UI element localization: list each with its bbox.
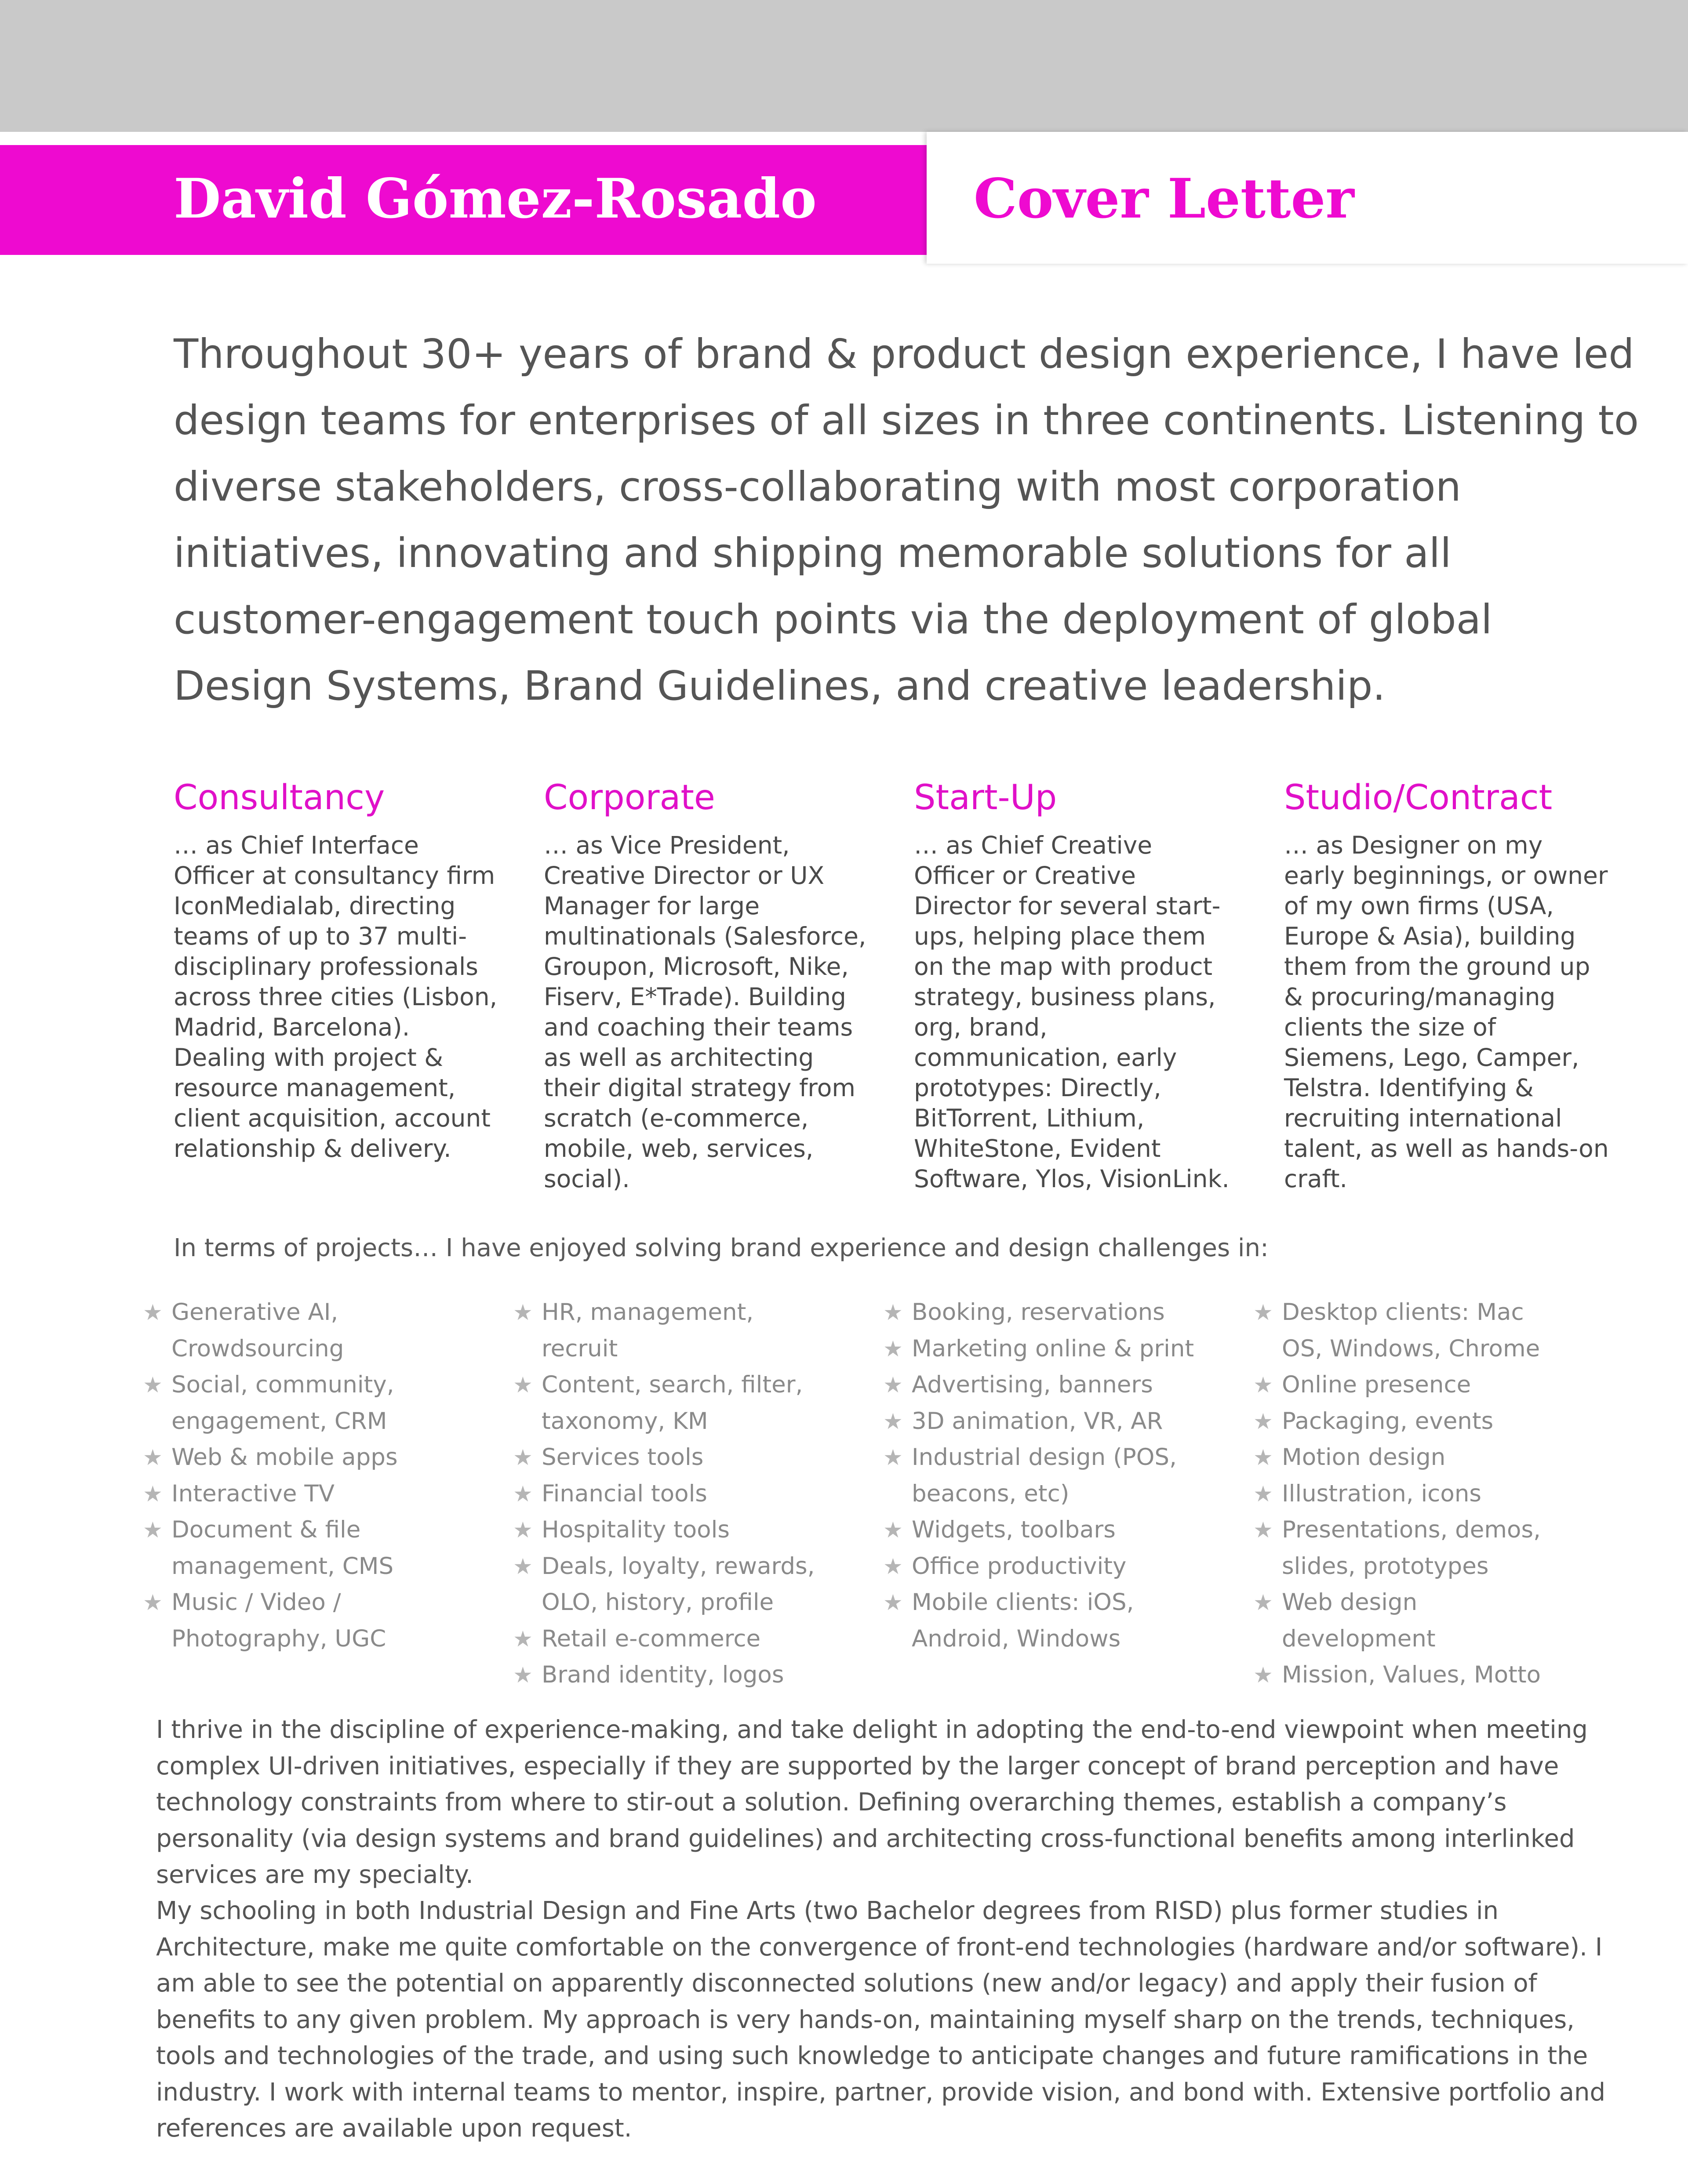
closing-paragraph-2: My schooling in both Industrial Design and Fine Arts (two Bachelor degrees from RISD) plus former studies in Architecture, make me quite comfortable on the convergence of front-end technologies (hardware and/or software). I am able to see the potential on apparently disconnected solutions (new and/or legacy) and apply their fusion of benefits to any given problem. My approach is very hands-on, maintaining myself sharp on the trends, techniques, tools and technologies of the trade, and using such knowledge to anticipate changes and future ramifications in the industry. I work with internal teams to mentor, inspire, partner, provide vision, and bond with. Extensive portfolio and references are available upon request.: [156, 1897, 1606, 2143]
star-icon: ★: [1253, 1372, 1273, 1398]
star-icon: ★: [883, 1445, 903, 1470]
star-icon: ★: [883, 1408, 903, 1434]
star-icon: ★: [1253, 1590, 1273, 1615]
list-item: ★ Deals, loyalty, rewards, OLO, history, profile: [513, 1548, 829, 1621]
star-icon: ★: [883, 1300, 903, 1325]
star-icon: ★: [883, 1372, 903, 1398]
top-gray-band: [0, 0, 1688, 132]
list-item: ★ Presentations, demos, slides, prototypes: [1253, 1512, 1570, 1584]
role-description: … as Chief Interface Officer at consultancy firm IconMedialab, directing teams of up to 37 multi-disciplinary professionals across three cities (Lisbon, Madrid, Barcelona). Dealing with project & resource management, client acquisition, account relationship & delivery.: [174, 831, 498, 1163]
list-item: ★ Mission, Values, Motto: [1253, 1657, 1570, 1693]
list-item: ★ Document & file management, CMS: [143, 1512, 459, 1584]
star-icon: ★: [143, 1590, 163, 1615]
star-icon: ★: [1253, 1662, 1273, 1688]
star-icon: ★: [513, 1372, 533, 1398]
role-column-consultancy: [174, 776, 499, 1164]
role-column-studio-contract: [1284, 776, 1609, 1194]
role-heading: Consultancy: [174, 778, 385, 818]
list-item: ★ Web & mobile apps: [143, 1439, 459, 1476]
list-item: ★ Music / Video / Photography, UGC: [143, 1584, 459, 1657]
list-item: ★ Interactive TV: [143, 1476, 459, 1512]
list-item: ★ Industrial design (POS, beacons, etc): [883, 1439, 1200, 1512]
star-icon: ★: [883, 1590, 903, 1615]
list-item: ★ Hospitality tools: [513, 1512, 829, 1548]
list-item: ★ Widgets, toolbars: [883, 1512, 1200, 1548]
list-item: ★ Illustration, icons: [1253, 1476, 1570, 1512]
project-list-1: [143, 1294, 459, 1657]
role-heading: Start-Up: [914, 778, 1057, 818]
star-icon: ★: [513, 1517, 533, 1543]
role-description: … as Designer on my early beginnings, or owner of my own firms (USA, Europe & Asia), building them from the ground up & procuring/managing clients the size of Siemens, Lego, Camper, Telstra. Identifying & recruiting international talent, as well as hands-on craft.: [1284, 831, 1609, 1193]
list-item: ★ Office productivity: [883, 1548, 1200, 1585]
role-column-startup: [914, 776, 1239, 1194]
role-heading: Corporate: [544, 778, 715, 818]
author-name: David Gómez-Rosado: [174, 167, 817, 231]
list-item: ★ Packaging, events: [1253, 1403, 1570, 1440]
star-icon: ★: [1253, 1445, 1273, 1470]
star-icon: ★: [1253, 1481, 1273, 1507]
list-item: ★ Desktop clients: Mac OS, Windows, Chrome: [1253, 1294, 1570, 1367]
list-item: ★ Motion design: [1253, 1439, 1570, 1476]
list-item: ★ Brand identity, logos: [513, 1657, 829, 1693]
list-item: ★ HR, management, recruit: [513, 1294, 829, 1367]
list-item: ★ Content, search, filter, taxonomy, KM: [513, 1367, 829, 1439]
list-item: ★ Services tools: [513, 1439, 829, 1476]
star-icon: ★: [143, 1445, 163, 1470]
list-item: ★ Mobile clients: iOS, Android, Windows: [883, 1584, 1200, 1657]
list-item: ★ Generative AI, Crowdsourcing: [143, 1294, 459, 1367]
star-icon: ★: [513, 1626, 533, 1652]
intro-statement: Throughout 30+ years of brand & product design experience, I have led design teams for enterprises of all sizes in three continents. Listening to diverse stakeholders, cross-collaborating with most corporation initiatives, innovating and shipping memorable solutions for all customer-engagement touch points via the deployment of global Design Systems, Brand Guidelines, and creative leadership.: [174, 331, 1639, 709]
list-item: ★ Marketing online & print: [883, 1331, 1200, 1367]
star-icon: ★: [143, 1481, 163, 1507]
projects-lead: In terms of projects… I have enjoyed solving brand experience and design challenges in:: [174, 1234, 1269, 1262]
star-icon: ★: [513, 1445, 533, 1470]
star-icon: ★: [1253, 1517, 1273, 1543]
star-icon: ★: [513, 1553, 533, 1579]
list-item: ★ Social, community, engagement, CRM: [143, 1367, 459, 1439]
project-list-3: [883, 1294, 1200, 1657]
list-item: ★ Web design development: [1253, 1584, 1570, 1657]
list-item: ★ Financial tools: [513, 1476, 829, 1512]
project-list-4: [1253, 1294, 1570, 1693]
list-item: ★ 3D animation, VR, AR: [883, 1403, 1200, 1440]
project-list-2: [513, 1294, 829, 1693]
closing-paragraph-1: I thrive in the discipline of experience-making, and take delight in adopting the end-to-end viewpoint when meeting complex UI-driven initiatives, especially if they are supported by the larger concept of brand perception and have technology constraints from where to stir-out a solution. Defining overarching themes, establish a company’s personality (via design systems and brand guidelines) and architecting cross-functional benefits among interlinked services are my specialty.: [156, 1715, 1588, 1889]
role-heading: Studio/Contract: [1284, 778, 1553, 818]
list-item: ★ Booking, reservations: [883, 1294, 1200, 1331]
list-item: ★ Online presence: [1253, 1367, 1570, 1403]
star-icon: ★: [143, 1372, 163, 1398]
star-icon: ★: [883, 1553, 903, 1579]
role-column-corporate: [544, 776, 869, 1194]
role-description: … as Vice President, Creative Director or UX Manager for large multinationals (Salesforce, Groupon, Microsoft, Nike, Fiserv, E*Trade). Building and coaching their teams as well as architecting their digital strategy from scratch (e-commerce, mobile, web, services, social).: [544, 831, 866, 1193]
star-icon: ★: [513, 1300, 533, 1325]
star-icon: ★: [513, 1481, 533, 1507]
list-item: ★ Retail e-commerce: [513, 1621, 829, 1657]
star-icon: ★: [143, 1300, 163, 1325]
document-title: Cover Letter: [974, 167, 1354, 231]
star-icon: ★: [513, 1662, 533, 1688]
star-icon: ★: [883, 1517, 903, 1543]
star-icon: ★: [883, 1336, 903, 1362]
star-icon: ★: [1253, 1300, 1273, 1325]
role-description: … as Chief Creative Officer or Creative Director for several start-ups, helping place them on the map with product strategy, business plans, org, brand, communication, early prototypes: Directly, BitTorrent, Lithium, WhiteStone, Evident Software, Ylos, VisionLink.: [914, 831, 1230, 1193]
star-icon: ★: [1253, 1408, 1273, 1434]
list-item: ★ Advertising, banners: [883, 1367, 1200, 1403]
star-icon: ★: [143, 1517, 163, 1543]
